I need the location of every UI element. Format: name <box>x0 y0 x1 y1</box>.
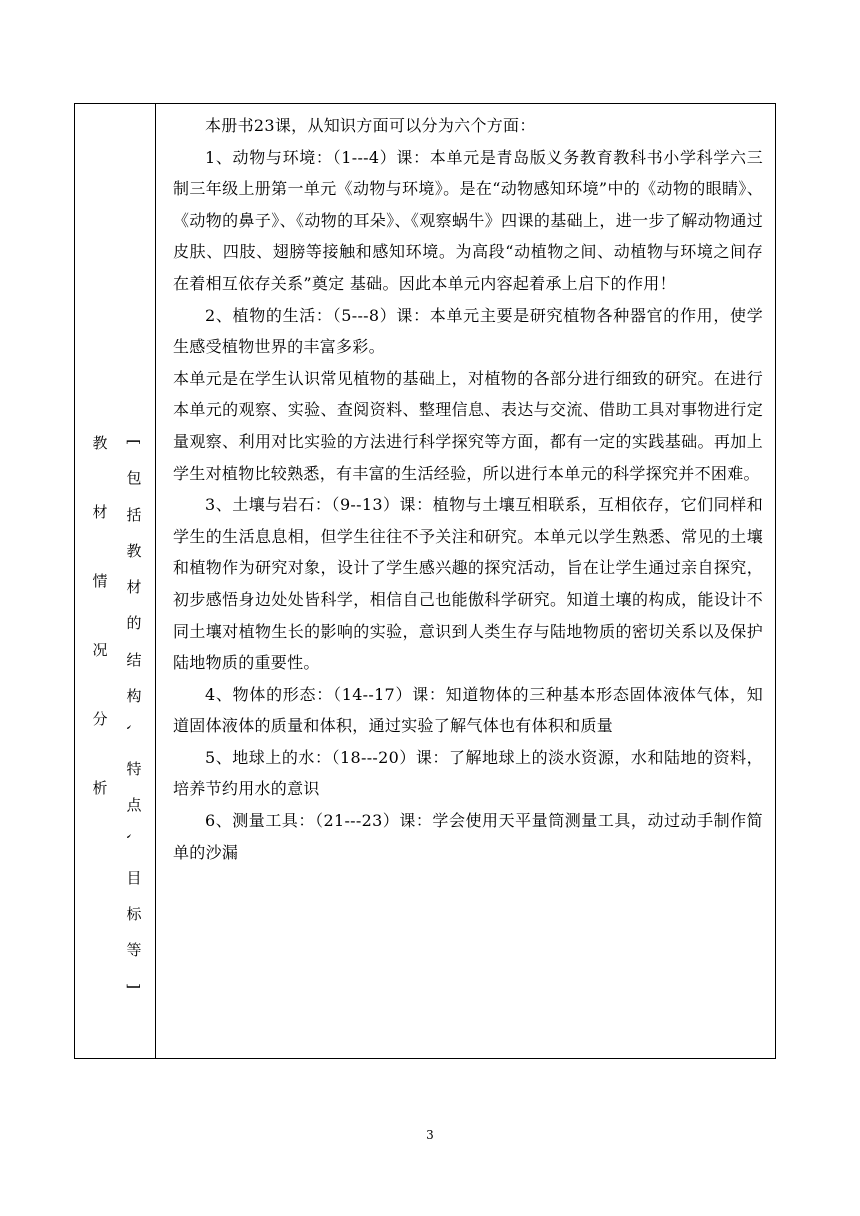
content-table <box>74 103 776 1059</box>
unit-1-paragraph: 1、动物与环境：（1---4）课：本单元是青岛版义务教育教科书小学科学六三制三年级上册第一单元《动物与环境》。是在“动物感知环境”中的《动物的眼睛》、《动物的鼻子》、《动物的耳朵》、《观察蜗牛》四课的基础上，进一步了解动物通过皮肤、四肢、翅膀等接触和感知环境。为高段“动植物之间、动植物与环境之间存在着相互依存关系”奠定 基础。因此本单元内容起着承上启下的作用！ <box>173 147 763 293</box>
section-note <box>122 434 146 994</box>
label-char: 况 <box>92 641 108 659</box>
intro-paragraph: 本册书23课，从知识方面可以分为六个方面： <box>205 116 536 135</box>
note-char: 结 <box>126 650 142 669</box>
note-char <box>126 833 141 849</box>
bracket-open: [ <box>124 439 143 445</box>
content-cell <box>173 110 763 868</box>
note-char: 构 <box>126 687 142 706</box>
unit-2-detail-paragraph: 本单元是在学生认识常见植物的基础上，对植物的各部分进行细致的研究。在进行本单元的观察、实验、查阅资料、整理信息、表达与交流、借助工具对事物进行定量观察、利用对比实验的方法进行科学探究等方面，都有一定的实践基础。再加上学生对植物比较熟悉，有丰富的生活经验，所以进行本单元的科学探究并不困难。 <box>173 368 763 483</box>
note-char: 的 <box>126 614 142 633</box>
note-char <box>124 978 143 994</box>
label-cell <box>75 104 156 1058</box>
unit-2-paragraph: 2、植物的生活：（5---8）课：本单元主要是研究植物各种器官的作用，使学生感受植物世界的丰富多彩。 <box>173 305 763 357</box>
note-char: 目 <box>126 868 142 887</box>
unit-5-paragraph: 5、地球上的水：（18---20）课：了解地球上的淡水资源，水和陆地的资料，培养节约用水的意识 <box>173 747 763 799</box>
bracket-close: ] <box>124 983 143 990</box>
comma-mark: 、 <box>124 833 143 849</box>
note-char <box>126 724 141 740</box>
label-char: 教 <box>92 434 108 452</box>
page-number: 3 <box>426 1128 434 1142</box>
note-char: 包 <box>126 469 142 488</box>
note-char <box>124 434 143 450</box>
note-char: 等 <box>126 941 142 960</box>
unit-3-paragraph: 3、土壤与岩石：（9--13）课：植物与土壤互相联系，互相依存，它们同样和学生的生活息息相，但学生往往不予关注和研究。本单元以学生熟悉、常见的土壤和植物作为研究对象，设计了学生感兴趣的探究活动，旨在让学生通过亲自探究，初步感悟身边处处皆科学，相信自己也能傲科学研究。知道土壤的构成，能设计不同土壤对植物生长的影响的实验，意识到人类生存与陆地物质的密切关系以及保护陆地物质的重要性。 <box>173 495 763 673</box>
label-char: 材 <box>92 503 108 521</box>
unit-4-paragraph: 4、物体的形态：（14--17）课：知道物体的三种基本形态固体液体气体，知道固体液体的质量和体积，通过实验了解气体也有体积和质量 <box>173 684 763 736</box>
label-char: 析 <box>92 779 108 797</box>
note-char: 标 <box>126 904 142 923</box>
note-char: 括 <box>126 505 142 524</box>
note-char: 点 <box>126 795 142 814</box>
note-char: 教 <box>126 541 142 560</box>
label-char: 分 <box>92 710 108 728</box>
note-char: 特 <box>126 759 142 778</box>
label-char: 情 <box>92 572 108 590</box>
unit-6-paragraph: 6、测量工具：（21---23）课：学会使用天平量筒测量工具，动过动手制作简单的沙漏 <box>173 811 763 862</box>
section-label <box>88 435 112 796</box>
comma-mark: 、 <box>124 724 143 740</box>
note-char: 材 <box>126 578 142 597</box>
